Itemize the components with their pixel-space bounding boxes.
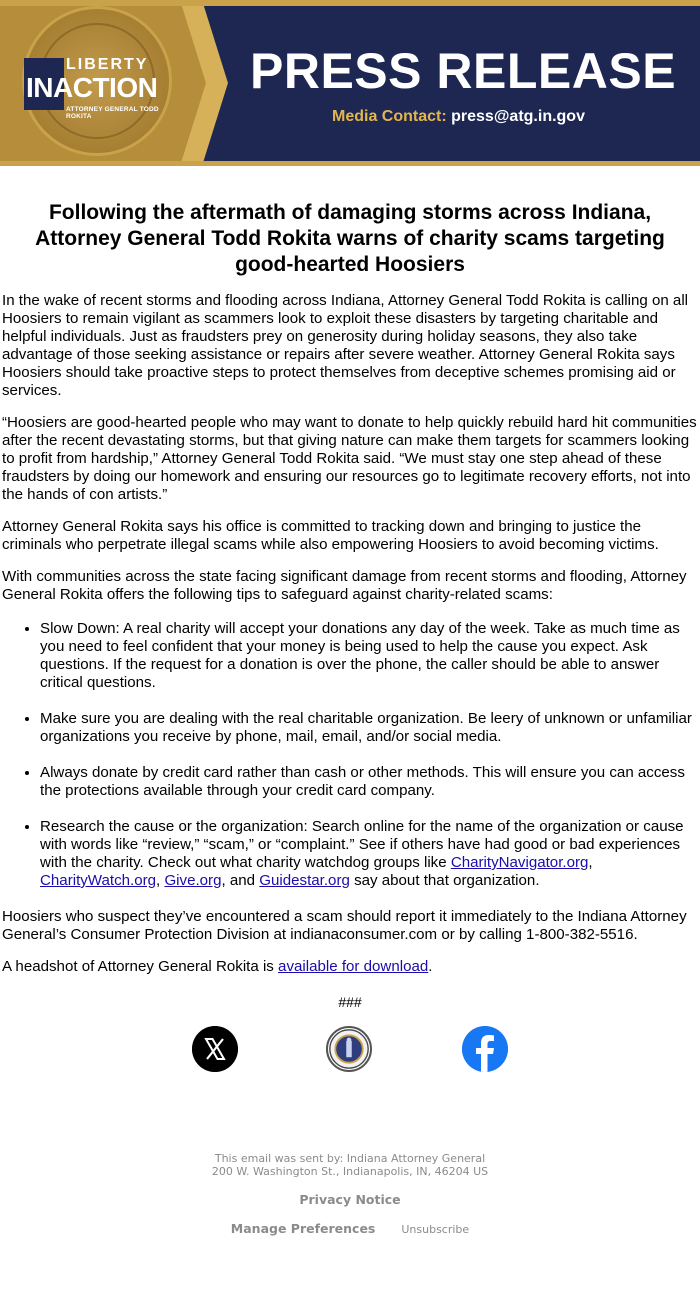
banner-bottom-stripe bbox=[0, 161, 700, 166]
paragraph-quote: “Hoosiers are good-hearted people who may want to donate to help quickly rebuild hard hit communities after the recent devastating storms, but that giving nature can make them targets for scammers looking to profit from hardship,” Attorney General Todd Rokita said. “We must stay one step ahead of these fraudsters by doing our homework and ensuring our resources go to legitimate recovery efforts, not into the hands of con artists.” bbox=[2, 414, 697, 503]
logo-line3: ATTORNEY GENERAL TODD ROKITA bbox=[66, 106, 159, 120]
tip-item: • Always donate by credit card rather than cash or other methods. This will ensure you can access the protections available through your credit card company. bbox=[40, 764, 700, 800]
facebook-icon[interactable] bbox=[462, 1026, 508, 1072]
privacy-notice-link[interactable]: Privacy Notice bbox=[299, 1192, 401, 1207]
paragraph-headshot bbox=[2, 958, 700, 976]
headshot-text: A headshot of Attorney General Rokita is bbox=[2, 958, 279, 975]
footer-preferences bbox=[0, 1221, 700, 1236]
unsubscribe-link[interactable]: Unsubscribe bbox=[401, 1223, 470, 1236]
banner-title: PRESS RELEASE bbox=[250, 43, 677, 99]
tip-item: • Make sure you are dealing with the real charitable organization. Be leery of unknown or unfamiliar organizations you receive by phone, mail, email, and/or social media. bbox=[40, 710, 700, 746]
tip-item-research bbox=[40, 818, 700, 890]
media-contact-email: press@atg.in.gov bbox=[451, 108, 585, 125]
logo-in: IN bbox=[26, 72, 53, 103]
tips-list bbox=[0, 620, 700, 890]
email-footer bbox=[0, 1152, 700, 1236]
banner-top-stripe bbox=[0, 0, 700, 6]
sender-info bbox=[0, 1152, 700, 1178]
sender-line1: This email was sent by: Indiana Attorney General bbox=[214, 1152, 486, 1165]
media-contact bbox=[332, 108, 585, 126]
paragraph-tips-intro: With communities across the state facing significant damage from recent storms and flooding, Attorney General Rokita offers the following tips to safeguard against charity-related scams: bbox=[2, 568, 687, 603]
x-logo-icon[interactable] bbox=[192, 1026, 238, 1072]
tip4-end: say about that organization. bbox=[349, 872, 540, 889]
charitywatch-link[interactable]: CharityWatch.org bbox=[40, 872, 157, 889]
tip4-sep: , bbox=[588, 854, 593, 871]
sender-address: 200 W. Washington St., Indianapolis, IN, 46204 US bbox=[211, 1165, 489, 1178]
tip4-text: Research the cause or the organization: Search online for the name of the organization or cause with words like “review,” “scam,” or “complaint.” See if others have had good or bad experiences with the charity. Check out what charity watchdog groups like bbox=[40, 818, 684, 871]
state-seal-icon[interactable] bbox=[326, 1026, 372, 1072]
tip4-sep: , and bbox=[221, 872, 260, 889]
tip-item: • Slow Down: A real charity will accept your donations any day of the week. Take as much time as you need to feel confident that your money is being used to help the cause you expect. Ask questions. If the request for a donation is over the phone, the caller should be able to answer critical questions. bbox=[40, 620, 700, 692]
press-release-article bbox=[0, 200, 700, 1010]
manage-preferences-link[interactable]: Manage Preferences bbox=[230, 1221, 376, 1236]
social-links bbox=[0, 1026, 700, 1096]
banner-chevron-divider bbox=[180, 0, 240, 166]
press-release-banner bbox=[0, 0, 700, 166]
end-mark: ### bbox=[338, 994, 362, 1010]
headshot-end: . bbox=[428, 958, 433, 975]
liberty-in-action-logo bbox=[22, 58, 182, 118]
headline: Following the aftermath of damaging storms across Indiana, Attorney General Todd Rokita warns of charity scams targeting good-hearted Hoosiers bbox=[35, 201, 665, 276]
paragraph-office: Attorney General Rokita says his office is committed to tracking down and bringing to justice the criminals who perpetrate illegal scams while also empowering Hoosiers to avoid becoming victims. bbox=[2, 518, 659, 553]
logo-line2 bbox=[26, 72, 157, 104]
download-headshot-link[interactable]: available for download bbox=[278, 958, 429, 975]
guidestar-link[interactable]: Guidestar.org bbox=[259, 872, 350, 889]
logo-action: ACTION bbox=[53, 72, 158, 103]
paragraph-report: Hoosiers who suspect they’ve encountered a scam should report it immediately to the Indiana Attorney General’s Consumer Protection Division at indianaconsumer.com or by calling 1-800-382-5516. bbox=[2, 908, 687, 943]
tip4-sep: , bbox=[156, 872, 165, 889]
charitynavigator-link[interactable]: CharityNavigator.org bbox=[450, 854, 589, 871]
logo-line1: LIBERTY bbox=[66, 56, 149, 73]
give-org-link[interactable]: Give.org bbox=[164, 872, 222, 889]
paragraph-intro: In the wake of recent storms and flooding across Indiana, Attorney General Todd Rokita is calling on all Hoosiers to remain vigilant as scammers look to exploit these disasters by targeting charitable and helpful individuals. Just as fraudsters prey on generosity during holiday seasons, they also take advantage of those seeking assistance or repairs after severe weather. Attorney General Rokita says Hoosiers should take proactive steps to protect themselves from deceptive schemes promising aid or services. bbox=[2, 292, 689, 399]
media-contact-label: Media Contact: bbox=[332, 108, 447, 125]
